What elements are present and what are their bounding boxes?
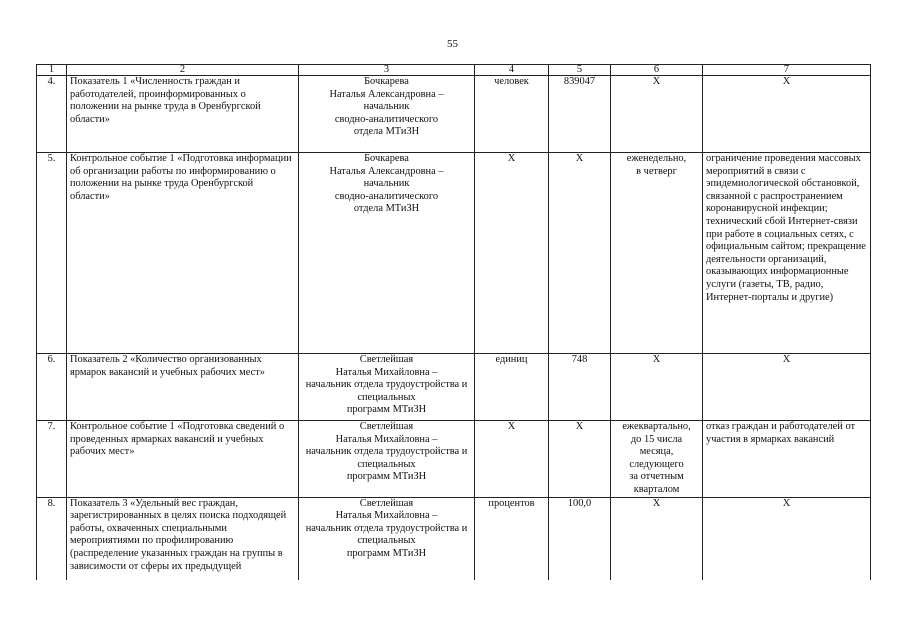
header-col-1: 1 [37, 65, 67, 76]
row-unit: единиц [475, 354, 549, 421]
row-unit: человек [475, 76, 549, 153]
row-risks: отказ граждан и работодателей от участия в ярмарках вакансий [703, 421, 871, 498]
row-number: 5. [37, 153, 67, 354]
row-number: 7. [37, 421, 67, 498]
row-period: Х [611, 354, 703, 421]
row-risks: Х [703, 76, 871, 153]
table-row [37, 153, 871, 354]
header-row [37, 65, 871, 76]
page-bottom-margin [0, 580, 905, 640]
row-unit: Х [475, 153, 549, 354]
page-number: 55 [447, 38, 458, 50]
row-period: Х [611, 497, 703, 584]
row-period: еженедельно, в четверг [611, 153, 703, 354]
table-row [37, 354, 871, 421]
row-number: 8. [37, 497, 67, 584]
row-period: Х [611, 76, 703, 153]
row-period: ежеквартально, до 15 числа месяца, следующего за отчетным кварталом [611, 421, 703, 498]
row-name: Показатель 2 «Количество организованных ярмарок вакансий и учебных рабочих мест» [67, 354, 299, 421]
table-row [37, 421, 871, 498]
row-unit: Х [475, 421, 549, 498]
row-name: Контрольное событие 1 «Подготовка информации об организации работы по информированию о положении на рынке труда Оренбургской области» [67, 153, 299, 354]
row-name: Контрольное событие 1 «Подготовка сведений о проведенных ярмарках вакансий и учебных рабочих мест» [67, 421, 299, 498]
row-value: 100,0 [549, 497, 611, 584]
row-number: 6. [37, 354, 67, 421]
row-name: Показатель 3 «Удельный вес граждан, зарегистрированных в целях поиска подходящей работы, охваченных специальными мероприятиями по профилированию (распределение указанных граждан на группы в зависимости от сферы их предыдущей [67, 497, 299, 584]
row-responsible: Бочкарева Наталья Александровна – начальник сводно-аналитического отдела МТиЗН [299, 76, 475, 153]
row-responsible: Светлейшая Наталья Михайловна – начальник отдела трудоустройства и специальных программ МТиЗН [299, 354, 475, 421]
row-risks: Х [703, 354, 871, 421]
row-responsible: Светлейшая Наталья Михайловна – начальник отдела трудоустройства и специальных программ МТиЗН [299, 421, 475, 498]
header-col-2: 2 [67, 65, 299, 76]
row-value: Х [549, 153, 611, 354]
header-col-6: 6 [611, 65, 703, 76]
header-col-5: 5 [549, 65, 611, 76]
row-unit: процентов [475, 497, 549, 584]
indicators-table [36, 64, 871, 584]
row-risks: Х [703, 497, 871, 584]
row-responsible: Светлейшая Наталья Михайловна – начальник отдела трудоустройства и специальных программ МТиЗН [299, 497, 475, 584]
row-responsible: Бочкарева Наталья Александровна – начальник сводно-аналитического отдела МТиЗН [299, 153, 475, 354]
row-name: Показатель 1 «Численность граждан и работодателей, проинформированных о положении на рынке труда в Оренбургской области» [67, 76, 299, 153]
header-col-7: 7 [703, 65, 871, 76]
row-value: 839047 [549, 76, 611, 153]
table-row [37, 497, 871, 584]
header-col-3: 3 [299, 65, 475, 76]
row-value: Х [549, 421, 611, 498]
row-value: 748 [549, 354, 611, 421]
table-row [37, 76, 871, 153]
row-number: 4. [37, 76, 67, 153]
header-col-4: 4 [475, 65, 549, 76]
row-risks: ограничение проведения массовых мероприятий в связи с эпидемиологической обстановкой, связанной с распространением коронавирусной инфекции; технический сбой Интернет-связи при работе в социальных сетях, с официальным сайтом; прекращение деятельности организаций, оказывающих информационные услуги (газеты, ТВ, радио, Интернет-порталы и другие) [703, 153, 871, 354]
